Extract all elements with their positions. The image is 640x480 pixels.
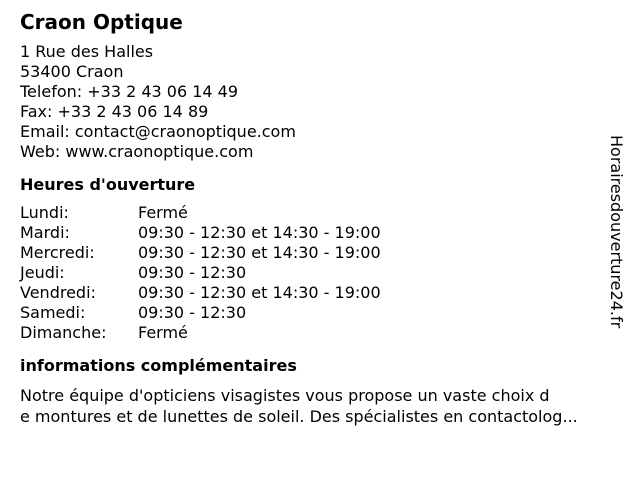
- opening-hours-heading: Heures d'ouverture: [20, 175, 196, 194]
- hours-row-sunday: [20, 323, 381, 343]
- opening-hours-table: [20, 203, 381, 343]
- business-name: Craon Optique: [20, 10, 183, 34]
- info-text-line-2: e montures et de lunettes de soleil. Des spécialistes en contactolog...: [20, 407, 578, 426]
- site-watermark: Horairesdouverture24.fr: [607, 135, 626, 329]
- day-hours: 09:30 - 12:30: [138, 263, 247, 282]
- hours-row-tuesday: [20, 223, 381, 243]
- day-hours: 09:30 - 12:30 et 14:30 - 19:00: [138, 283, 381, 302]
- address-line-1: 1 Rue des Halles: [20, 42, 154, 61]
- day-label: Mercredi:: [20, 243, 95, 262]
- hours-row-thursday: [20, 263, 381, 283]
- business-card: [20, 10, 615, 427]
- day-label: Dimanche:: [20, 323, 107, 342]
- phone-number: Telefon: +33 2 43 06 14 49: [20, 82, 239, 101]
- hours-row-friday: [20, 283, 381, 303]
- fax-number: Fax: +33 2 43 06 14 89: [20, 102, 209, 121]
- day-label: Jeudi:: [20, 263, 65, 282]
- hours-row-saturday: [20, 303, 381, 323]
- hours-row-wednesday: [20, 243, 381, 263]
- address-line-2: 53400 Craon: [20, 62, 124, 81]
- day-label: Mardi:: [20, 223, 70, 242]
- day-hours: Fermé: [138, 203, 188, 222]
- day-label: Vendredi:: [20, 283, 96, 302]
- additional-info-text: [20, 385, 615, 427]
- day-hours: 09:30 - 12:30 et 14:30 - 19:00: [138, 243, 381, 262]
- additional-info-heading: informations complémentaires: [20, 356, 297, 375]
- day-hours: Fermé: [138, 323, 188, 342]
- website-address: Web: www.craonoptique.com: [20, 142, 254, 161]
- day-hours: 09:30 - 12:30 et 14:30 - 19:00: [138, 223, 381, 242]
- day-hours: 09:30 - 12:30: [138, 303, 247, 322]
- email-address: Email: contact@craonoptique.com: [20, 122, 296, 141]
- day-label: Lundi:: [20, 203, 69, 222]
- info-text-line-1: Notre équipe d'opticiens visagistes vous propose un vaste choix d: [20, 386, 550, 405]
- day-label: Samedi:: [20, 303, 86, 322]
- hours-row-monday: [20, 203, 381, 223]
